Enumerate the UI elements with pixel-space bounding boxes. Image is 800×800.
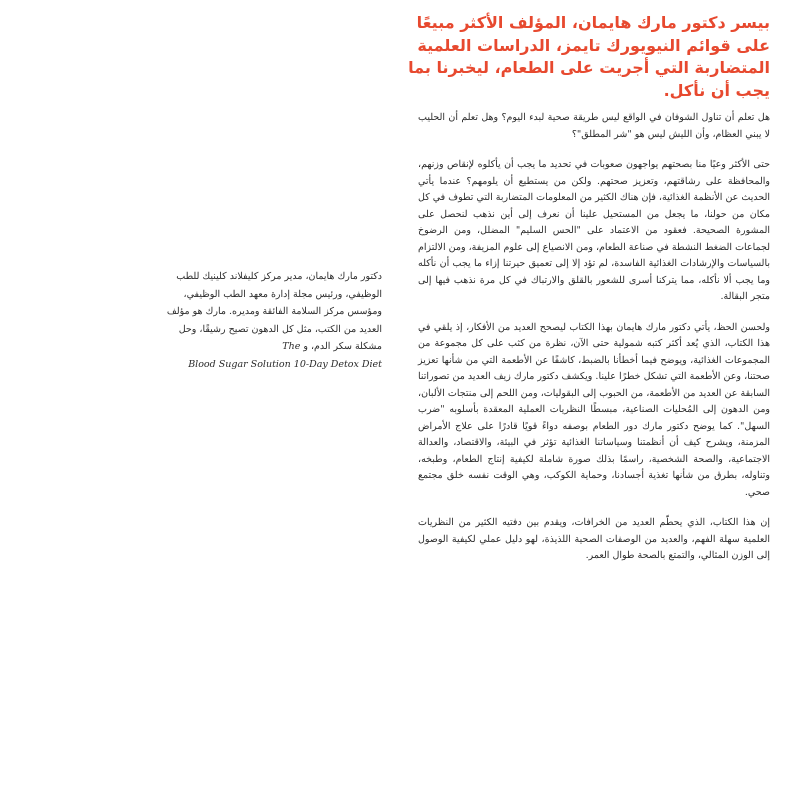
paragraph-2: حتى الأكثر وعيًا منا بصحتهم يواجهون صعوبات في تحديد ما يجب أن يأكلوه لإنقاص وزنهم، والمحافظة على رشاقتهم، وتعزيز صحتهم. ولكن من يستطيع أن يلومهم؟ عندما يأتي الحديث عن الأنظمة الغذائية، فإن هناك الكثير من المعلومات المتضاربة التي تطوف في كل مكان من حولنا، ما يجعل من المستحيل علينا أن نعرف إلى أين نذهب لنحصل على المشورة الصحيحة. فعقود من الاعتماد على "الحس السليم" المضلل، ومن الرضوخ لجماعات الضغط النشطة في صناعة الطعام، ومن الانصياع إلى علوم المزيفة، ومن الالتزام بالسياسات والإرشادات الغذائية الفاسدة، لم تؤد إلا إلى تعميق حيرتنا إزاء ما يجب أن نأكله وما يجب ألا نأكله، مما يتركنا أسرى للشعور بالقلق والارتباك في كل مرة نذهب فيها إلى متجر البقالة.: [418, 159, 770, 302]
book-title-latin-2: Blood Sugar Solution 10-Day Detox Diet: [188, 358, 382, 370]
author-bio-arabic: دكتور مارك هايمان، مدير مركز كليفلاند كلينيك للطب الوظيفي، ورئيس مجلة إدارة معهد الطب الوظيفي، ومؤسس مركز السلامة الفائقة ومديره. مارك هو مؤلف العديد من الكتب، مثل كل الدهون تصيح رشيقًا، وحل مشكلة سكر الدم، و: [166, 271, 382, 352]
headline: بيسر دكتور مارك هايمان، المؤلف الأكثر مبيعًا على قوائم النيويورك تايمز، الدراسات العلمية المتضاربة التي أجريت على الطعام، ليخبرنا بما يجب أن نأكل.: [408, 13, 770, 100]
body-column: [418, 110, 770, 579]
author-bio: [157, 268, 382, 373]
paragraph-1: هل تعلم أن تناول الشوفان في الواقع ليس طريقة صحية لبدء اليوم؟ وهل تعلم أن الحليب لا يبني العظام، وأن الليش ليس هو "شر المطلق"؟: [418, 112, 770, 140]
paragraph-4: إن هذا الكتاب، الذي يحطّم العديد من الخرافات، ويقدم بين دفتيه الكثير من النظريات العلمية سهلة الفهم، والعديد من الوصفات الصحية اللذيذة، لهو دليل عملي لكيفية الوصول إلى الوزن المثالي، والتمتع بالصحة طوال العمر.: [418, 517, 770, 561]
paragraph-3: ولحسن الحظ، يأتي دكتور مارك هايمان بهذا الكتاب ليصحح العديد من الأفكار، إذ يلقي في هذا الكتاب، الذي يُعد أكثر كتبه شمولية حتى الآن، نظرة من كثب على كل مجموعة من المجموعات الغذائية، ويوضح فيما أخطأنا بالضبط، كاشفًا عن الأطعمة التي من شأنها تعزيز صحتنا، وعن الأطعمة التي تشكل خطرًا علينا. ويكشف دكتور مارك زيف العديد من تصوراتنا السابقة عن العديد من الأطعمة، من الحبوب إلى البقوليات، ومن اللحم إلى منتجات الألبان، ومن الدهون إلى المُحليات الصناعية، مبسطًا النظريات العملية المعقدة بأسلوبه "ضرب السهل". كما يوضح دكتور مارك دور الطعام بوصفه دواءً قويًا قادرًا على علاج الأمراض المزمنة، ويشرح كيف أن أنظمتنا وسياساتنا الغذائية تؤثر في البيئة، والاقتصاد، والعدالة الاجتماعية، والصحة الشخصية، راسمًا بذلك صورة شاملة لكيفية إنتاج الطعام، وطبخه، وتناوله، بطرق من شأنها تغذية أجسادنا، وحماية الكوكب، وهي الوقت نفسه خلق مجتمع صحي.: [418, 321, 770, 498]
book-title-latin-1: The: [282, 341, 301, 352]
author-bio-text: [157, 268, 382, 356]
